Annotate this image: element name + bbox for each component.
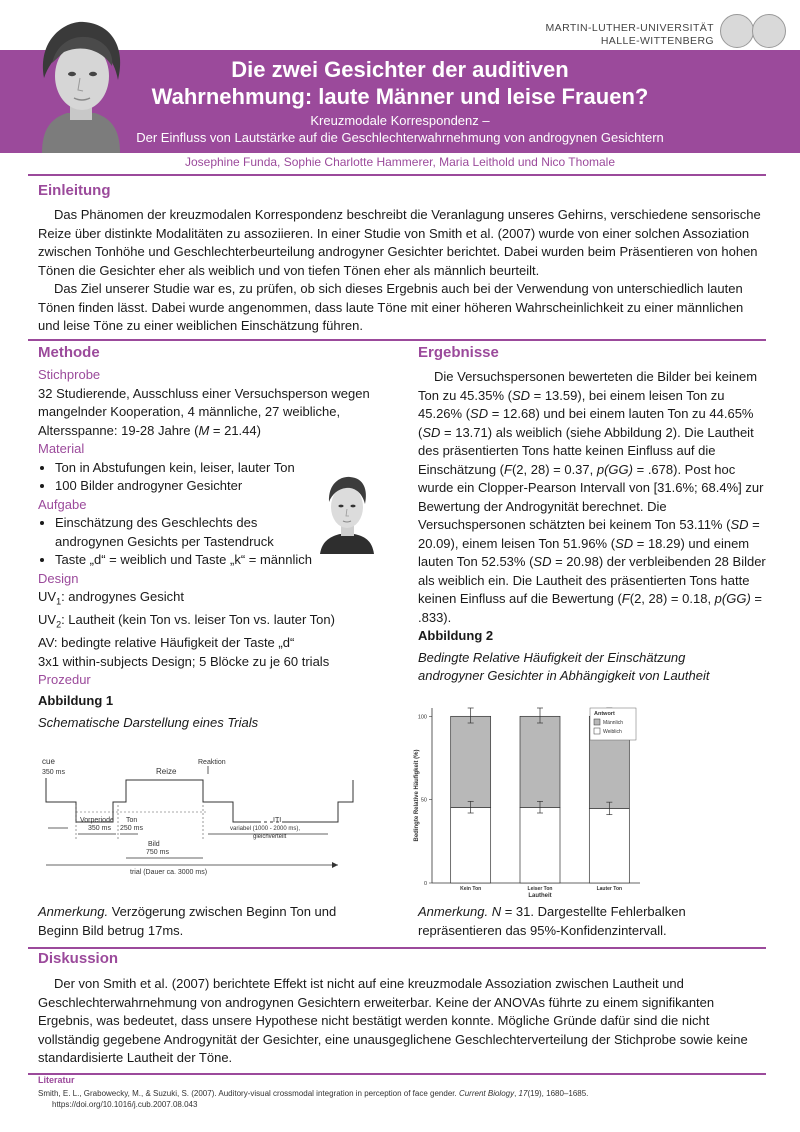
- university-seal-icon: [720, 14, 754, 48]
- bar-maennlich: [520, 716, 560, 807]
- subheading-stichprobe: Stichprobe: [38, 367, 101, 382]
- label-iti-detail2: gleichverteilt: [253, 834, 287, 840]
- uv2-sub: 2: [56, 619, 62, 630]
- diskussion-text: Der von Smith et al. (2007) berichtete Effekt ist nicht auf eine kreuzmodale Assoziation zwischen Lautheit und Geschlechterwahrnehmung von androgynen Gesichtern erweiterbar. Keine der ANOVAs führte zu einem signifikanten Ergebnis, was bedeutet, dass unsere Hypothese nicht bestätigt werden konnte. Mögliche Gründe dafür sind die nicht vollständig gegebene Androgynität der Gesichter, eine unausgeglichene Geschlechterverteilung der Stichprobe sowie keine standardisierte Lautheit der Töne.: [38, 976, 748, 1065]
- section-heading-ergebnisse: Ergebnisse: [418, 344, 499, 361]
- label-reize: Reize: [156, 767, 177, 776]
- stichprobe-text: [38, 385, 386, 441]
- authors: Josephine Funda, Sophie Charlotte Hammerer, Maria Leithold und Nico Thomale: [184, 155, 615, 169]
- list-item: • Taste „d“ = weiblich und Taste „k“ = männlich: [55, 551, 386, 570]
- ref-journal: Current Biology: [458, 1089, 515, 1098]
- subheading-aufgabe: Aufgabe: [38, 496, 87, 512]
- y-axis-label: Bedingte Relative Häufigkeit (%): [414, 749, 420, 842]
- stichprobe-post: = 21.44): [209, 422, 261, 438]
- ergebnisse-text: Die Versuchspersonen bewerteten die Bilder bei keinem Ton zu 45.35% (SD = 13.59), bei einem leisen Ton zu 45.26% (SD = 12.68) und bei einem lauten Ton zu 44.65% (SD = 13.71) als weiblich (siehe Abbildung 2). Die Lautheit des präsentierten Tons hatte keinen Einfluss auf die Einschätzung (F(2, 28) = 0.37, p(GG) = .678). Post hoc wurde ein Clopper-Pearson Intervall von [31.6%; 68.4%] zur Bewertung der Androgynität berechnet. Die Versuchspersonen schätzten bei keinem Ton 53.11% (SD = 20.09), einem leisen Ton 51.96% (SD = 18.29) und einem lauten Ton 52.53% (SD = 20.98) der verbleibenden 28 Bilder als weiblich ein. Die Lautheit des präsentierten Tons hatte keinen Einfluss auf die Bewertung (F(2, 28) = 0.18, p(GG) = .833).: [418, 369, 766, 625]
- section-heading-methode: Methode: [38, 344, 100, 361]
- university-seal-icon-2: [752, 14, 786, 48]
- fig1-note-text: Verzögerung zwischen Beginn Ton und Beginn Bild betrug 17ms.: [38, 904, 337, 938]
- uv1-text: : androgynes Gesicht: [61, 589, 184, 604]
- ref-volume: 17: [518, 1089, 528, 1098]
- label-iti-detail1: variabel (1000 - 2000 ms),: [230, 826, 301, 832]
- subheading-design: Design: [38, 570, 79, 586]
- timeline-signal: [46, 780, 258, 822]
- figure1-caption: Schematische Darstellung eines Trials: [38, 715, 259, 730]
- ref-post: (19), 1680–1685.: [527, 1089, 589, 1098]
- x-tick-label: Lauter Ton: [596, 886, 623, 892]
- stichprobe-pre: 32 Studierende, Ausschluss einer Versuchsperson wegen mangelnder Kooperation, 4 männliche, 27 weibliche, Altersspanne: 19-28 Jahre (: [38, 385, 370, 438]
- androgynous-face-image: [312, 474, 382, 554]
- einleitung-paragraph-1: Das Phänomen der kreuzmodalen Korrespondenz beschreibt die Veranlagung unseres Gehirns, verschiedene sensorische Reize über distinkte Modalitäten zu assoziieren. In einer Studie von Smith et al. (2007) wurde von einer solchen Assoziation zwischen Tonhöhe und Geschlechterbeurteilung androgyner Gesichter berichtet. Dabei wurden beim Präsentieren von hohen Tönen die Gesichter eher als weiblich und von tiefen Tönen eher als männlich beurteilt.: [38, 207, 761, 278]
- divider: [28, 174, 766, 176]
- uv1-label: UV: [38, 589, 57, 604]
- uv2-text: : Lautheit (kein Ton vs. leiser Ton vs. lauter Ton): [61, 612, 335, 628]
- design-text: 3x1 within-subjects Design; 5 Blöcke zu je 60 trials: [38, 653, 330, 669]
- bar-weiblich: [520, 808, 560, 883]
- list-item: • 100 Bilder androgyner Gesichter: [55, 477, 386, 496]
- fig1-note-label: Anmerkung.: [38, 904, 109, 919]
- ref-doi-link[interactable]: https://doi.org/10.1016/j.cub.2007.08.043: [52, 1100, 198, 1109]
- legend-swatch: [594, 719, 600, 725]
- label-cue: cue: [42, 757, 55, 766]
- uv1-sub: 1: [56, 596, 62, 607]
- arrowhead-icon: [332, 862, 338, 868]
- fig2-note-text: = 31. Dargestellte Fehlerbalken repräsentieren das 95%-Konfidenzintervall.: [418, 904, 686, 938]
- label-iti: ITI: [273, 817, 282, 824]
- bar-weiblich: [589, 809, 629, 883]
- title-line1: Die zwei Gesichter der auditiven: [231, 57, 569, 82]
- label-reaktion: Reaktion: [198, 759, 226, 766]
- einleitung-text: [38, 206, 766, 336]
- legend-title: Antwort: [594, 711, 615, 717]
- label-ton-ms: 250 ms: [120, 825, 143, 832]
- figure2-title: Abbildung 2: [418, 628, 494, 643]
- bar-weiblich: [451, 807, 491, 883]
- label-vorperiode-ms: 350 ms: [88, 825, 111, 832]
- section-heading-diskussion: Diskussion: [38, 950, 119, 967]
- divider: [28, 1073, 766, 1075]
- label-cue-ms: 350 ms: [42, 769, 65, 776]
- fig2-note-label: Anmerkung. N: [418, 904, 502, 919]
- uv2-label: UV: [38, 612, 57, 628]
- subtitle-line2: Der Einfluss von Lautstärke auf die Geschlechterwahrnehmung von androgynen Gesichtern: [136, 130, 664, 145]
- ref-sep: ,: [514, 1089, 519, 1098]
- x-tick-label: Leiser Ton: [527, 886, 553, 892]
- figure1-note: [38, 903, 378, 940]
- design-av: AV: bedingte relative Häufigkeit der Taste „d“: [38, 635, 295, 651]
- timeline-signal-end: [283, 780, 353, 822]
- label-trial: trial (Dauer ca. 3000 ms): [130, 869, 208, 876]
- x-axis-label: Lautheit: [528, 893, 552, 899]
- y-tick-label: 0: [423, 881, 427, 887]
- ref-pre: Smith, E. L., Grabowecky, M., & Suzuki, S. (2007). Auditory-visual crossmodal integration in perception of face gender.: [38, 1089, 459, 1098]
- poster-subtitle: [60, 112, 740, 146]
- title-line2: Wahrnehmung: laute Männer und leise Frauen?: [151, 84, 649, 109]
- label-bild-ms: 750 ms: [146, 849, 169, 856]
- reference-entry: [38, 1088, 766, 1110]
- subheading-prozedur: Prozedur: [38, 672, 91, 688]
- divider: [28, 947, 766, 949]
- divider: [28, 339, 766, 341]
- figure2-caption: [418, 649, 766, 685]
- legend-swatch: [594, 728, 600, 734]
- y-tick-label: 100: [417, 714, 427, 721]
- label-bild: Bild: [148, 841, 160, 848]
- design-uv1: [38, 588, 386, 611]
- label-vorperiode: Vorperiode: [80, 817, 114, 824]
- fig2-caption-line1: Bedingte Relative Häufigkeit der Einschätzung: [418, 650, 686, 665]
- bar-maennlich: [451, 716, 491, 807]
- bar-chart: [408, 700, 648, 900]
- university-line2: HALLE-WITTENBERG: [600, 35, 714, 47]
- aufgabe-item1-line1: Einschätzung des Geschlechts des: [55, 515, 258, 530]
- trial-diagram: [38, 750, 386, 880]
- university-name: [546, 22, 714, 48]
- university-line1: MARTIN-LUTHER-UNIVERSITÄT: [545, 22, 714, 34]
- legend-label: Weiblich: [603, 729, 622, 735]
- y-tick-label: 50: [420, 797, 427, 804]
- x-tick-label: Kein Ton: [460, 886, 482, 892]
- legend-label: Männlich: [603, 720, 624, 726]
- aufgabe-item1-line2: androgynen Gesichts per Tastendruck: [55, 533, 274, 549]
- subtitle-line1: Kreuzmodale Korrespondenz –: [310, 113, 490, 128]
- einleitung-paragraph-2: Das Ziel unserer Studie war es, zu prüfen, ob sich dieses Ergebnis auch bei der Verwendung von unterschiedlich lauten Tönen finden lässt. Dabei wurde angenommen, dass laute Töne mit einer höheren Wahrscheinlichkeit zu einer männlichen und leise Töne zu einer weiblichen Einschätzung führen.: [38, 281, 744, 333]
- figure2-note: [418, 903, 766, 940]
- stichprobe-m: M: [198, 422, 210, 438]
- section-heading-einleitung: Einleitung: [38, 182, 111, 199]
- label-ton: Ton: [126, 817, 138, 824]
- subheading-material: Material: [38, 441, 85, 456]
- section-heading-literatur: Literatur: [38, 1075, 75, 1085]
- figure1-title: Abbildung 1: [38, 693, 114, 708]
- list-item: • Ton in Abstufungen kein, leiser, lauter Ton: [55, 459, 386, 478]
- fig2-caption-line2: androgyner Gesichter in Abhängigkeit von Lautheit: [418, 668, 710, 683]
- poster-title: [100, 56, 700, 110]
- design-uv2: [38, 611, 386, 634]
